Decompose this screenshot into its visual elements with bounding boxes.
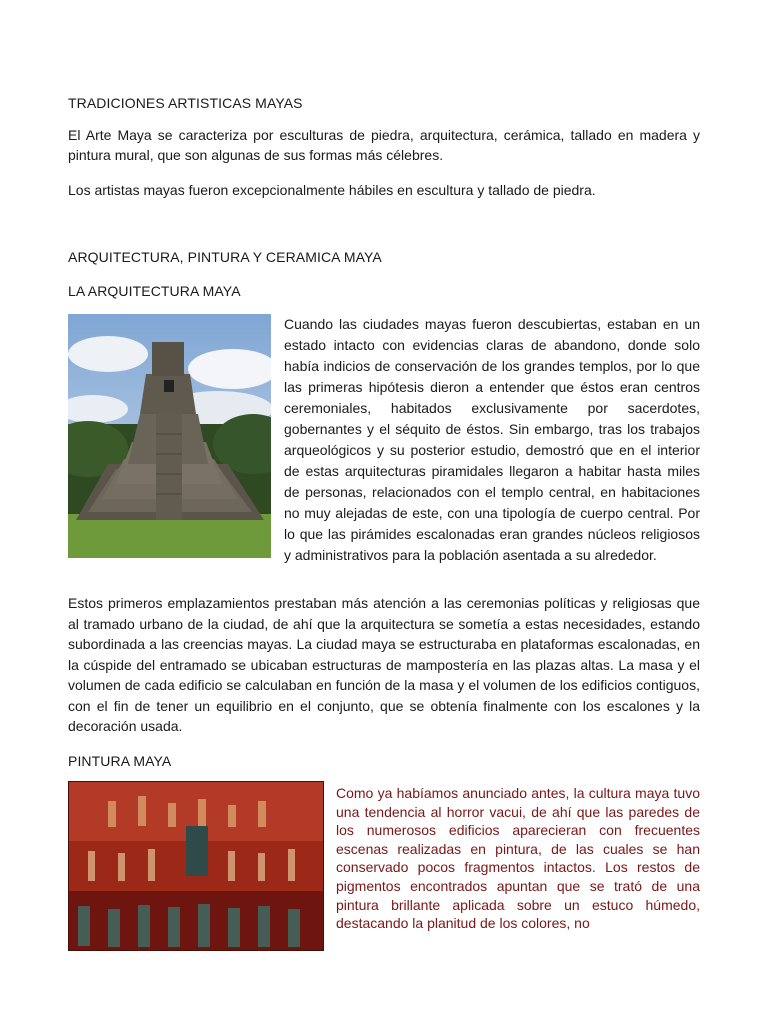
painting-heading: PINTURA MAYA bbox=[68, 753, 172, 769]
mural-illustration bbox=[68, 781, 324, 951]
intro-paragraph-1: El Arte Maya se caracteriza por esculturas de piedra, arquitectura, cerámica, tallado en madera y pintura mural, que son algunas de sus formas más célebres. bbox=[68, 127, 700, 163]
architecture-heading: LA ARQUITECTURA MAYA bbox=[68, 283, 241, 299]
mural-photo bbox=[68, 781, 324, 951]
architecture-paragraph-2: Estos primeros emplazamientos prestaban más atención a las ceremonias políticas y religiosas que al tramado urbano de la ciudad, de ahí que la arquitectura se sometía a estas necesidades, estando subordinada a las creencias mayas. La ciudad maya se estructuraba en plataformas escalonadas, en la cúspide del entramado se ubicaban estructuras de mampostería en las plazas altas. La masa y el volumen de cada edificio se calculaban en función de la masa y el volumen de los edificios contiguos, con el fin de tener un equilibrio en el conjunto, que se obtenía finalmente con los escalones y la decoración usada. bbox=[68, 595, 700, 734]
architecture-paragraph-1: Cuando las ciudades mayas fueron descubiertas, estaban en un estado intacto con evidencias claras de abandono, donde solo había indicios de conservación de los grandes templos, por lo que las primeras hipótesis dieron a entender que éstos eran centros ceremoniales, habitados exclusivamente por sacerdotes, gobernantes y el séquito de éstos. Sin embargo, tras los trabajos arqueológicos y su posterior estudio, demostró que en el interior de estas arquitecturas piramidales llegaron a habitar hasta miles de personas, relacionados con el templo central, en habitaciones no muy alejadas de este, con una tipología de cuerpo central. Por lo que las pirámides escalonadas eran grandes núcleos religiosos y administrativos para la población asentada a su alrededor. bbox=[284, 316, 700, 563]
pyramid-photo bbox=[68, 314, 271, 558]
section-heading-art: ARQUITECTURA, PINTURA Y CERAMICA MAYA bbox=[68, 249, 382, 265]
pyramid-illustration bbox=[68, 314, 271, 558]
document-title: TRADICIONES ARTISTICAS MAYAS bbox=[68, 95, 303, 111]
painting-paragraph-1: Como ya habíamos anunciado antes, la cultura maya tuvo una tendencia al horror vacui, de ahí que las paredes de los numerosos edificios aparecieran con frecuentes escenas realizadas en pintura, de las cuales se han conservado pocos fragmentos intactos. Los restos de pigmentos encontrados apuntan que se trató de una pintura brillante aplicada sobre un estuco húmedo, destacando la planitud de los colores, no bbox=[336, 785, 700, 932]
intro-paragraph-2: Los artistas mayas fueron excepcionalmente hábiles en escultura y tallado de piedra. bbox=[68, 182, 596, 198]
